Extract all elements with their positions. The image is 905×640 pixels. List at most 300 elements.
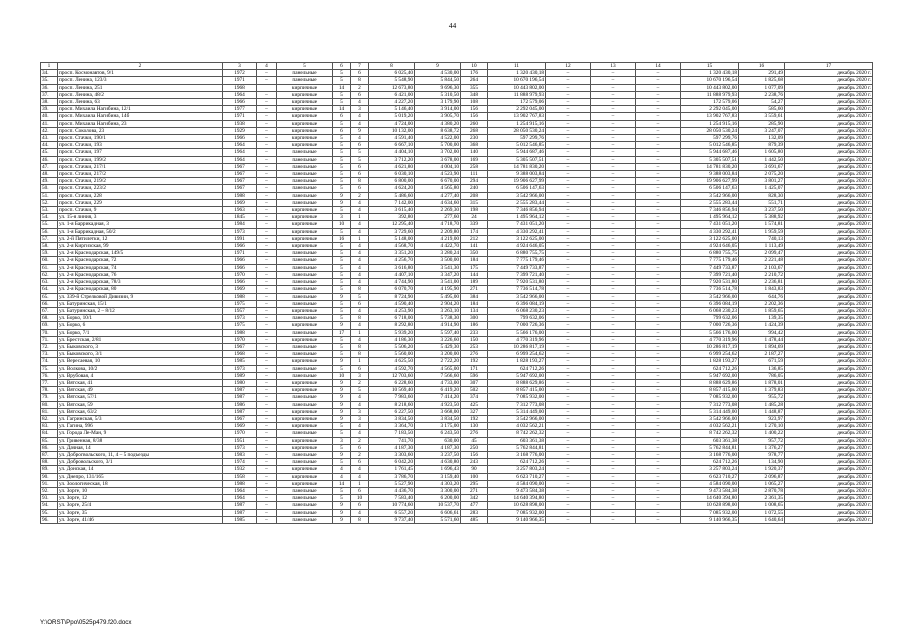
cost-per-sqm-cell: 1 400,22 [739,430,785,437]
table-row [41,293,873,300]
row-number-cell: 48. [41,171,58,178]
planned-date-cell: декабрь 2020 г. [785,509,873,516]
total-cost-cell: 3 542 966,00 [488,293,546,300]
entrances-cell: 2 [351,84,369,91]
living-area-cell: 2 722,20 [415,358,461,365]
cost-col-15-cell: 3 542 966,00 [681,192,739,199]
cost-col-12-cell: – [546,415,591,422]
total-area-cell: 3 351,20 [369,250,415,257]
table-row [41,322,873,329]
year-last-repair-cell: – [257,459,277,466]
cost-per-sqm-cell: 1 448,87 [739,408,785,415]
total-cost-cell: 7 736 514,78 [488,286,546,293]
living-area-cell: 3 237,50 [415,451,461,458]
cost-col-12-cell: – [546,99,591,106]
year-last-repair-cell: – [257,250,277,257]
cost-per-sqm-cell: 136,85 [739,365,785,372]
row-number-cell: 82. [41,415,58,422]
row-number-cell: 59. [41,250,58,257]
residents-cell: 271 [461,286,488,293]
residents-cell: 276 [461,430,488,437]
living-area-cell: 4 422,70 [415,243,461,250]
table-row [41,365,873,372]
total-area-cell: 6 025,40 [369,70,415,77]
floors-cell: 5 [333,91,351,98]
total-area-cell: 1 761,45 [369,466,415,473]
cost-col-15-cell: 10 628 898,00 [681,502,739,509]
row-number-cell: 65. [41,293,58,300]
living-area-cell: 4 004,10 [415,163,461,170]
wall-material-cell: кирпичные [277,91,333,98]
year-built-cell: 1973 [223,444,257,451]
cost-col-12-cell: – [546,307,591,314]
cost-col-15-cell: 6 396 084,19 [681,300,739,307]
floors-cell: 9 [333,358,351,365]
cost-per-sqm-cell: 2 236,81 [739,279,785,286]
cost-col-13-cell: – [591,192,636,199]
cost-col-15-cell: 11 888 979,93 [681,91,739,98]
cost-per-sqm-cell: 291,49 [739,70,785,77]
entrances-cell: 6 [351,502,369,509]
total-area-cell: 5 548,90 [369,77,415,84]
cost-col-15-cell: 6 880 755,75 [681,250,739,257]
floors-cell: 5 [333,228,351,235]
wall-material-cell: панельные [277,171,333,178]
entrances-cell: 4 [351,401,369,408]
cost-per-sqm-cell: 2 361,35 [739,495,785,502]
wall-material-cell: панельные [277,487,333,494]
header-cell-9: 9 [415,63,461,70]
cost-col-13-cell: – [591,372,636,379]
year-built-cell: 1958 [223,473,257,480]
floors-cell: 5 [333,444,351,451]
wall-material-cell: кирпичные [277,322,333,329]
year-last-repair-cell: – [257,408,277,415]
total-area-cell: 5 560,00 [369,351,415,358]
total-cost-cell: 13 902 767,83 [488,113,546,120]
residents-cell: 208 [461,192,488,199]
living-area-cell: 5 700,00 [415,142,461,149]
cost-col-13-cell: – [591,156,636,163]
cost-col-12-cell: – [546,113,591,120]
cost-per-sqm-cell: 957,72 [739,437,785,444]
row-number-cell: 86. [41,444,58,451]
cost-col-15-cell: 3 168 776,00 [681,451,739,458]
address-cell: просп. Стачки, 217/2 [58,171,223,178]
total-cost-cell: 3 168 776,00 [488,451,546,458]
cost-col-12-cell: – [546,135,591,142]
year-last-repair-cell: – [257,171,277,178]
planned-date-cell: декабрь 2020 г. [785,300,873,307]
entrances-cell: 4 [351,135,369,142]
total-area-cell: 10 132,00 [369,127,415,134]
year-last-repair-cell: – [257,207,277,214]
cost-col-13-cell: – [591,171,636,178]
wall-material-cell: панельные [277,459,333,466]
residents-cell: 156 [461,106,488,113]
floors-cell: 9 [333,322,351,329]
cost-col-13-cell: – [591,336,636,343]
wall-material-cell: панельные [277,516,333,523]
total-area-cell: 4 436,70 [369,487,415,494]
residents-cell: 230 [461,135,488,142]
floors-cell: 5 [333,459,351,466]
residents-cell: 176 [461,70,488,77]
total-cost-cell: 172 579,06 [488,99,546,106]
table-row [41,394,873,401]
year-last-repair-cell: – [257,401,277,408]
row-number-cell: 83. [41,423,58,430]
address-cell: просп. Стачки, 223/2 [58,185,223,192]
cost-col-13-cell: – [591,451,636,458]
address-cell: ул. 2-я Киргизская, 99 [58,243,223,250]
residents-cell: 212 [461,235,488,242]
cost-col-12-cell: – [546,466,591,473]
residents-cell: 156 [461,113,488,120]
year-built-cell: 1969 [223,423,257,430]
residents-cell: 283 [461,509,488,516]
table-row [41,444,873,451]
entrances-cell: 4 [351,120,369,127]
total-cost-cell: 7 085 932,00 [488,509,546,516]
table-row [41,70,873,77]
living-area-cell: 4 733,00 [415,379,461,386]
planned-date-cell: декабрь 2020 г. [785,135,873,142]
repair-schedule-table-wrapper [40,62,872,524]
row-number-cell: 87. [41,451,58,458]
total-area-cell: 4 624,20 [369,185,415,192]
entrances-cell: 6 [351,171,369,178]
header-cell-13: 13 [591,63,636,70]
table-row [41,192,873,199]
cost-per-sqm-cell: 585,60 [739,106,785,113]
cost-per-sqm-cell: 2 096,87 [739,473,785,480]
total-cost-cell: 4 584 090,00 [488,480,546,487]
residents-cell: 384 [461,293,488,300]
planned-date-cell: декабрь 2020 г. [785,207,873,214]
wall-material-cell: панельные [277,199,333,206]
entrances-cell: 6 [351,487,369,494]
cost-col-12-cell: – [546,279,591,286]
address-cell: просп. Стачки, 190/1 [58,135,223,142]
row-number-cell: 42. [41,127,58,134]
total-area-cell: 9 737,40 [369,516,415,523]
address-cell: ул. Вересаевая, 10 [58,358,223,365]
cost-col-12-cell: – [546,293,591,300]
total-area-cell: 10 774,60 [369,502,415,509]
residents-cell: 307 [461,379,488,386]
floors-cell: 5 [333,135,351,142]
table-row [41,221,873,228]
cost-col-12-cell: – [546,228,591,235]
row-number-cell: 37. [41,91,58,98]
cost-per-sqm-cell: 3 247,07 [739,127,785,134]
cost-per-sqm-cell: 978,77 [739,451,785,458]
table-row [41,451,873,458]
cost-col-12-cell: – [546,408,591,415]
cost-per-sqm-cell: 1 478,44 [739,336,785,343]
cost-col-12-cell: – [546,149,591,156]
address-cell: ул. 1-я Баррикадная, 3 [58,221,223,228]
footer-file-path: Y:\ORST\Ppo\0525p479.f20.docx [40,619,132,626]
planned-date-cell: декабрь 2020 г. [785,214,873,221]
wall-material-cell: кирпичные [277,106,333,113]
address-cell: ул. Батуринская, 2 – 8/12 [58,307,223,314]
cost-col-14-cell: – [636,329,681,336]
table-row [41,207,873,214]
total-cost-cell: 5 314 449,00 [488,408,546,415]
cost-col-15-cell: 7 312 773,08 [681,401,739,408]
cost-col-13-cell: – [591,199,636,206]
cost-col-13-cell: – [591,106,636,113]
living-area-cell: 1 696,43 [415,466,461,473]
cost-col-14-cell: – [636,516,681,523]
cost-col-13-cell: – [591,351,636,358]
cost-col-14-cell: – [636,156,681,163]
cost-col-14-cell: – [636,293,681,300]
year-built-cell: 1970 [223,336,257,343]
address-cell: ул. Гривенная, 8/38 [58,437,223,444]
cost-col-15-cell: 4 924 646,05 [681,243,739,250]
living-area-cell: 5 571,60 [415,516,461,523]
entrances-cell: 3 [351,408,369,415]
year-last-repair-cell: – [257,509,277,516]
wall-material-cell: кирпичные [277,466,333,473]
planned-date-cell: декабрь 2020 г. [785,401,873,408]
residents-cell: 184 [461,257,488,264]
living-area-cell: 3 702,00 [415,149,461,156]
floors-cell: 5 [333,77,351,84]
address-cell: просп. Стачки, 199/2 [58,156,223,163]
cost-col-15-cell: 3 542 966,00 [681,415,739,422]
address-cell: ул. 2-я Краснодарская, 149/5 [58,250,223,257]
year-last-repair-cell: – [257,271,277,278]
address-cell: ул. Вятская, 49 [58,387,223,394]
cost-col-12-cell: – [546,250,591,257]
total-area-cell: 3 364,70 [369,423,415,430]
year-built-cell: 1969 [223,199,257,206]
row-number-cell: 88. [41,459,58,466]
cost-col-15-cell: 1 320 430,18 [681,70,739,77]
cost-col-15-cell: 3 257 803,24 [681,466,739,473]
residents-cell: 130 [461,423,488,430]
cost-per-sqm-cell: 1 113,49 [739,243,785,250]
address-cell: ул. Волкова, 10/2 [58,365,223,372]
cost-col-13-cell: – [591,502,636,509]
living-area-cell: 3 200,00 [415,351,461,358]
cost-col-13-cell: – [591,77,636,84]
residents-cell: 276 [461,351,488,358]
year-last-repair-cell: – [257,228,277,235]
cost-col-12-cell: – [546,372,591,379]
wall-material-cell: кирпичные [277,415,333,422]
residents-cell: 150 [461,336,488,343]
address-cell: ул. 2-я Краснодарская, 80 [58,286,223,293]
cost-col-14-cell: – [636,228,681,235]
entrances-cell: 4 [351,307,369,314]
cost-per-sqm-cell: 644,76 [739,293,785,300]
row-number-cell: 39. [41,106,58,113]
row-number-cell: 77. [41,379,58,386]
cost-col-12-cell: – [546,387,591,394]
table-row [41,142,873,149]
year-built-cell: 1985 [223,358,257,365]
floors-cell: 5 [333,257,351,264]
table-row [41,127,873,134]
row-number-cell: 74. [41,358,58,365]
living-area-cell: 5 738,30 [415,315,461,322]
address-cell: ул. 2-я Краснодарская, 74 [58,264,223,271]
cost-col-14-cell: – [636,77,681,84]
cost-col-12-cell: – [546,91,591,98]
cost-col-12-cell: – [546,221,591,228]
total-cost-cell: 597 299,76 [488,135,546,142]
residents-cell: 250 [461,444,488,451]
floors-cell: 5 [333,171,351,178]
table-row [41,401,873,408]
cost-col-14-cell: – [636,459,681,466]
total-area-cell: 4 621,80 [369,163,415,170]
year-built-cell: 1987 [223,408,257,415]
floors-cell: 5 [333,250,351,257]
row-number-cell: 78. [41,387,58,394]
table-row [41,343,873,350]
total-area-cell: 4 744,90 [369,279,415,286]
cost-col-12-cell: – [546,516,591,523]
year-built-cell: 1977 [223,106,257,113]
table-row [41,473,873,480]
planned-date-cell: декабрь 2020 г. [785,120,873,127]
cost-col-12-cell: – [546,156,591,163]
cost-col-12-cell: – [546,163,591,170]
cost-col-13-cell: – [591,387,636,394]
floors-cell: 5 [333,365,351,372]
cost-per-sqm-cell: 2 870,78 [739,487,785,494]
planned-date-cell: декабрь 2020 г. [785,228,873,235]
total-area-cell: 4 256,70 [369,257,415,264]
year-last-repair-cell: – [257,149,277,156]
residents-cell: 175 [461,264,488,271]
row-number-cell: 69. [41,322,58,329]
cost-col-14-cell: – [636,178,681,185]
year-built-cell: 1964 [223,142,257,149]
residents-cell: 485 [461,516,488,523]
wall-material-cell: кирпичные [277,423,333,430]
year-built-cell: 1971 [223,77,257,84]
living-area-cell: 4 219,00 [415,235,461,242]
year-built-cell: 1967 [223,178,257,185]
living-area-cell: 3 159,40 [415,473,461,480]
total-area-cell: 6 227,50 [369,408,415,415]
planned-date-cell: декабрь 2020 г. [785,235,873,242]
floors-cell: 5 [333,279,351,286]
planned-date-cell: декабрь 2020 г. [785,271,873,278]
table-row [41,487,873,494]
wall-material-cell: кирпичные [277,243,333,250]
residents-cell: 100 [461,473,488,480]
year-last-repair-cell: – [257,235,277,242]
total-area-cell: 3 786,70 [369,473,415,480]
entrances-cell: 2 [351,192,369,199]
living-area-cell: 3 179,90 [415,99,461,106]
living-area-cell: 9 696,30 [415,84,461,91]
cost-col-14-cell: – [636,135,681,142]
year-built-cell: 1967 [223,185,257,192]
cost-col-12-cell: – [546,358,591,365]
cost-col-12-cell: – [546,127,591,134]
row-number-cell: 90. [41,473,58,480]
year-built-cell: 1988 [223,293,257,300]
header-cell-15: 15 [681,63,739,70]
address-cell: ул. Гагина, 996 [58,423,223,430]
total-cost-cell: 10 670 196,54 [488,77,546,84]
living-area-cell: 2 209,80 [415,228,461,235]
header-cell-6: 6 [333,63,351,70]
cost-col-14-cell: – [636,214,681,221]
row-number-cell: 85. [41,437,58,444]
floors-cell: 9 [333,451,351,458]
floors-cell: 10 [333,372,351,379]
entrances-cell: 10 [351,495,369,502]
cost-col-14-cell: – [636,99,681,106]
year-last-repair-cell: – [257,142,277,149]
cost-col-15-cell: 14 781 830,20 [681,163,739,170]
residents-cell: 258 [461,163,488,170]
wall-material-cell: кирпичные [277,336,333,343]
table-row [41,466,873,473]
cost-per-sqm-cell: 1 859,65 [739,307,785,314]
entrances-cell: 1 [351,358,369,365]
floors-cell: 3 [333,214,351,221]
entrances-cell: 4 [351,207,369,214]
total-cost-cell: 9 140 966,35 [488,516,546,523]
total-area-cell: 6 228,60 [369,379,415,386]
wall-material-cell: панельные [277,185,333,192]
cost-col-15-cell: 19 906 627,99 [681,178,739,185]
planned-date-cell: декабрь 2020 г. [785,473,873,480]
cost-col-13-cell: – [591,214,636,221]
total-cost-cell: 5 944 687,46 [488,149,546,156]
row-number-cell: 93. [41,495,58,502]
total-area-cell: 5 019,20 [369,113,415,120]
residents-cell: 174 [461,228,488,235]
wall-material-cell: кирпичные [277,473,333,480]
cost-per-sqm-cell: 740,13 [739,235,785,242]
residents-cell: 108 [461,99,488,106]
total-area-cell: 4 590,40 [369,300,415,307]
living-area-cell: 6 419,20 [415,387,461,394]
total-cost-cell: 6 396 084,19 [488,300,546,307]
floors-cell: 9 [333,293,351,300]
cost-col-12-cell: – [546,343,591,350]
total-area-cell: 6 030,10 [369,171,415,178]
residents-cell: 342 [461,495,488,502]
wall-material-cell: панельные [277,343,333,350]
address-cell: ул. Доброгвольского, 11, 4 – 5 подъезды [58,451,223,458]
cost-col-15-cell: 3 542 966,00 [681,293,739,300]
floors-cell: 3 [333,437,351,444]
table-row [41,516,873,523]
floors-cell: 5 [333,343,351,350]
cost-col-15-cell: 9 473 584,38 [681,487,739,494]
floors-cell: 5 [333,149,351,156]
year-last-repair-cell: – [257,214,277,221]
cost-col-12-cell: – [546,401,591,408]
year-built-cell: 1967 [223,343,257,350]
address-cell: ул. Зорге, 12 [58,495,223,502]
year-built-cell: 1972 [223,70,257,77]
entrances-cell: 4 [351,279,369,286]
